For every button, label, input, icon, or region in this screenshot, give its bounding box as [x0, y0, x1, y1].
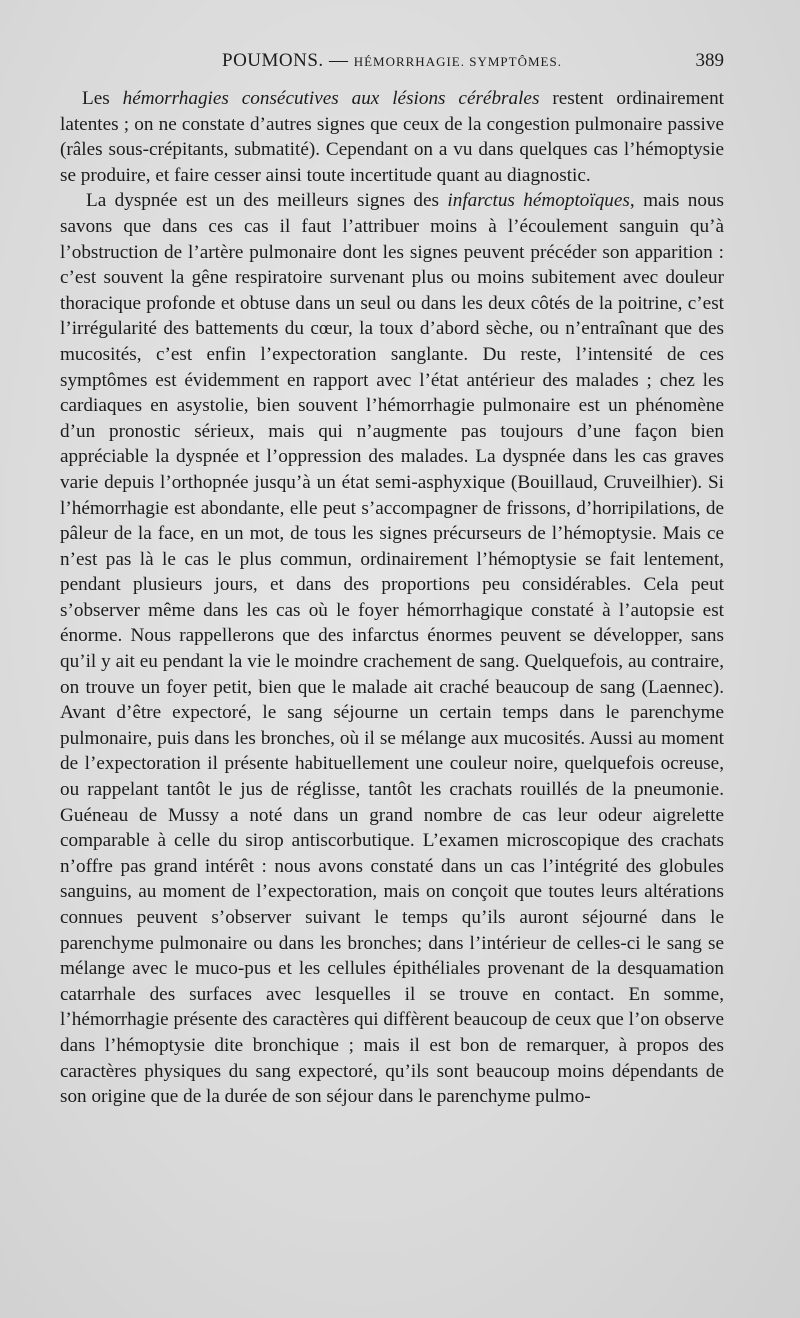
text-run: La dyspnée est un des meilleurs signes des [86, 190, 448, 212]
italic-text: infarctus hémoptoïques [447, 190, 630, 212]
running-header [60, 50, 724, 80]
running-title [60, 50, 724, 72]
text-run: Les [82, 88, 123, 109]
text-run: , mais nous savons que dans ces cas il faut l’attribuer moins à l’écoulement sanguin qu’à l’obstruction de l’artère pulmonaire dont les signes peuvent précéder son apparition : c’est souvent la gêne respiratoire survenant plus ou moins subitement avec douleur thoracique profonde et obtuse dans un seul ou dans les deux côtés de la poitrine, c’est l’irrégularité des battements du cœur, la toux d’abord sèche, ou n’entraînant que des mucosités, c’est enfin l’expectoration sanglante. Du reste, l’intensité de ces symptômes est évidemment en rapport avec l’état antérieur des malades ; chez les cardiaques en asystolie, bien souvent l’hémorrhagie pulmonaire est un phénomène d’un pronostic sérieux, mais qui n’augmente pas toujours d’une façon bien appréciable la dyspnée et l’oppression des malades. La dyspnée dans les cas graves varie depuis l’orthopnée jusqu’à un état semi-asphyxique (Bouillaud, Cruveilhier). Si l’hémorrhagie est abondante, elle peut s’accompagner de frissons, d’horripilations, de pâleur de la face, en un mot, de tous les signes précurseurs de l’hémoptysie. Mais ce n’est pas là le cas le plus commun, ordinairement l’hémoptysie se fait lentement, pendant plusieurs jours, et dans des proportions peu considérables. Cela peut s’observer même dans les cas où le foyer hémorrhagique constaté à l’autopsie est énorme. Nous rappellerons que des infarctus énormes peuvent se développer, sans qu’il y ait eu pendant la vie le moindre crachement de sang. Quelquefois, au contraire, on trouve un foyer petit, bien que le malade ait craché beaucoup de sang (Laennec). Avant d’être expectoré, le sang séjourne un certain temps dans le parenchyme pulmonaire, puis dans les bronches, où il se mélange aux mucosités. Aussi au moment de l’expectoration il présente habituellement une couleur noire, quelquefois ocreuse, ou rappelant tantôt le jus de réglisse, tantôt les crachats rouillés de la pneumonie. Guéneau de Mussy a noté dans un grand nombre de cas leur odeur aigrelette comparable à celle du sirop antiscorbutique. L’examen microscopique des crachats n’offre pas grand intérêt : nous avons constaté dans un cas l’intégrité des globules sanguins, au moment de l’expectoration, mais on conçoit que toutes leurs altérations connues peuvent s’observer suivant le temps qu’ils auront séjourné dans le parenchyme pulmonaire ou dans les bronches; dans l’intérieur de celles-ci le sang se mélange avec le muco-pus et les cellules épithéliales provenant de la desquamation catarrhale des surfaces avec lesquelles il se trouve en contact. En somme, l’hémorrhagie présente des caractères qui diffèrent beaucoup de ceux que l’on observe dans l’hémoptysie dite bronchique ; mais il est bon de remarquer, à propos des caractères physiques du sang expectoré, qu’ils sont beaucoup moins dépendants de son origine que de la durée de son séjour dans le parenchyme pulmo- [60, 190, 724, 1108]
header-dash: — [328, 50, 349, 71]
italic-text: hémorrhagies consécutives aux lésions cérébrales [122, 88, 540, 109]
paragraph [60, 188, 724, 1109]
page-number: 389 [695, 50, 724, 71]
section-title: POUMONS. [222, 50, 324, 71]
paragraph [60, 86, 724, 188]
text-run: restent ordinairement latentes ; on ne constate d’autres signes que ceux de la congestion pulmonaire passive (râles sous-crépitants, submatité). Cependant on a vu dans quelques cas l’hémoptysie se produire, et faire cesser ainsi toute incertitude quant au diagnostic. [60, 88, 724, 186]
section-subtitle: HÉMORRHAGIE. SYMPTÔMES. [353, 54, 562, 69]
body-text [60, 86, 724, 1110]
